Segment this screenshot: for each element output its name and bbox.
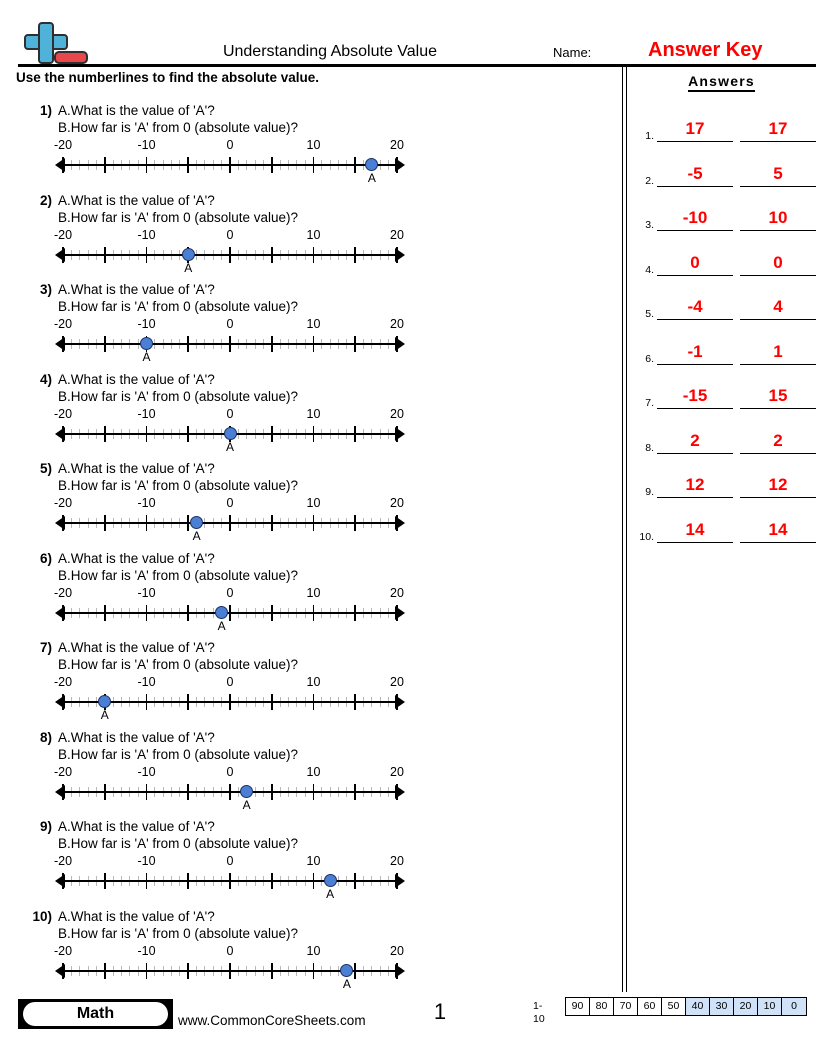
- problem-index: 2): [39, 192, 52, 208]
- numberline-point-label: A: [326, 887, 335, 901]
- numberline-tick-label: -10: [137, 496, 156, 510]
- problem-index: 6): [39, 550, 52, 566]
- problem-index: 7): [39, 640, 52, 655]
- numberline-tick-label: -20: [53, 854, 73, 868]
- answer-row: [630, 242, 816, 276]
- numberline: [55, 584, 405, 634]
- answer-blank-b[interactable]: [740, 290, 816, 320]
- numberline-left-arrow-icon: [55, 337, 65, 351]
- problem-question-a: A.What is the value of 'A'?: [58, 282, 215, 297]
- numberline-right-arrow-icon: [395, 606, 405, 620]
- numberline-axis: [63, 791, 397, 793]
- numberline-axis: [63, 522, 397, 524]
- problem-question-a: A.What is the value of 'A'?: [58, 908, 215, 924]
- numberline-point-marker[interactable]: [140, 337, 153, 350]
- problem-index: 8): [39, 729, 52, 745]
- problem-question-b: B.How far is 'A' from 0 (absolute value)?: [58, 657, 299, 672]
- problem-question-a: A.What is the value of 'A'?: [58, 550, 215, 566]
- numberline-tick-label: -10: [137, 943, 156, 958]
- numberline-point-marker[interactable]: [215, 606, 228, 619]
- numberline: [55, 942, 405, 992]
- numberline-tick-label: -20: [53, 317, 73, 331]
- numberline-point-label: A: [242, 797, 251, 812]
- site-url: www.CommonCoreSheets.com: [178, 1013, 366, 1028]
- score-scale-cell: 0: [782, 998, 806, 1015]
- answer-blank-a[interactable]: [657, 112, 733, 142]
- problem-index: 10): [32, 908, 52, 924]
- numberline-right-arrow-icon: [395, 785, 405, 799]
- numberline-axis: [63, 343, 397, 345]
- numberline: [55, 315, 405, 365]
- answer-value-b: 14: [768, 519, 788, 539]
- numberline-point-label: A: [142, 350, 151, 364]
- numberline-right-arrow-icon: [395, 427, 405, 441]
- numberline-tick-label: 10: [306, 675, 321, 689]
- plus-minus-logo-icon: [18, 22, 92, 66]
- answer-value-b: 5: [773, 163, 783, 183]
- problem-item: [0, 100, 610, 190]
- problem-item: [0, 279, 610, 369]
- answer-value-b: 17: [768, 119, 788, 138]
- problem-question-b: B.How far is 'A' from 0 (absolute value)?: [58, 478, 299, 493]
- answer-row-index: 2.: [645, 174, 654, 187]
- numberline: [55, 852, 405, 902]
- answer-row-index: 1.: [645, 130, 654, 142]
- numberline-tick-label: 0: [226, 138, 234, 152]
- numberline-point-label: A: [100, 708, 109, 722]
- answers-heading: [627, 72, 816, 90]
- numberline-right-arrow-icon: [395, 874, 405, 888]
- numberline-tick-label: 0: [226, 317, 234, 331]
- numberline-tick-label: -20: [53, 764, 73, 779]
- numberline-tick-label: -20: [53, 227, 73, 242]
- answers-heading-label: Answers: [688, 73, 755, 92]
- numberline-tick-label: 0: [226, 585, 234, 600]
- problem-index: 5): [39, 461, 52, 476]
- answer-blank-a[interactable]: [657, 424, 733, 454]
- numberline-tick-label: 10: [306, 406, 321, 421]
- score-scale-range-label: 1-10: [533, 1000, 545, 1025]
- problem-question-a: A.What is the value of 'A'?: [58, 371, 215, 387]
- score-scale-cell: 10: [758, 998, 782, 1015]
- problem-question-a: A.What is the value of 'A'?: [58, 103, 215, 118]
- numberline-tick-label: 10: [306, 317, 321, 331]
- answer-key-stamp: Answer Key: [648, 39, 763, 61]
- answer-value-a: 12: [685, 475, 705, 494]
- numberline-tick-label: -20: [53, 496, 73, 510]
- numberline-right-arrow-icon: [395, 248, 405, 262]
- divider-line-right: [626, 67, 627, 992]
- answer-blank-b[interactable]: [740, 424, 816, 454]
- numberline-tick-label: 20: [390, 854, 404, 868]
- numberline: [55, 673, 405, 723]
- numberline-tick-label: -10: [137, 317, 156, 331]
- answer-value-a: -1: [687, 341, 703, 361]
- numberline-point-label: A: [342, 976, 351, 991]
- numberline-point-label: A: [184, 260, 193, 275]
- answer-blank-b[interactable]: [740, 246, 816, 276]
- subject-badge: [18, 999, 173, 1029]
- answer-value-b: 4: [773, 297, 783, 316]
- problem-question-a: A.What is the value of 'A'?: [58, 192, 215, 208]
- numberline: [55, 226, 405, 276]
- subject-badge-label: Math: [76, 1005, 115, 1022]
- answer-row: [630, 464, 816, 498]
- numberline-tick-label: -20: [53, 585, 73, 600]
- numberline-point-label: A: [192, 529, 201, 543]
- answer-blank-a[interactable]: [657, 379, 733, 409]
- problem-question-b: B.How far is 'A' from 0 (absolute value)?: [58, 388, 299, 404]
- numberline-tick-label: 0: [226, 227, 234, 242]
- answer-blank-b[interactable]: [740, 201, 816, 231]
- score-scale-cell: 60: [638, 998, 662, 1015]
- answer-row: [630, 108, 816, 142]
- numberline-point-marker[interactable]: [340, 964, 353, 977]
- numberline-tick-label: 20: [390, 943, 404, 958]
- numberline-tick-label: -20: [53, 406, 73, 421]
- numberline-tick-label: 20: [390, 406, 404, 421]
- answer-value-a: 14: [685, 519, 705, 539]
- answer-value-b: 10: [768, 208, 788, 227]
- numberline-tick-label: 0: [226, 854, 234, 868]
- answer-value-a: -10: [682, 208, 708, 227]
- numberline-tick-label: 20: [390, 227, 404, 242]
- problem-question-b: B.How far is 'A' from 0 (absolute value)?: [58, 209, 299, 225]
- numberline-axis: [63, 880, 397, 882]
- numberline-tick-label: -10: [137, 227, 156, 242]
- numberline-tick-label: 10: [306, 854, 321, 868]
- numberline-tick-label: -10: [137, 854, 156, 868]
- problem-question-b: B.How far is 'A' from 0 (absolute value)?: [58, 925, 299, 941]
- numberline-point-label: A: [225, 439, 234, 454]
- numberline-point-marker[interactable]: [365, 158, 378, 171]
- numberline-tick-label: 0: [226, 406, 234, 421]
- answer-value-a: 17: [685, 119, 705, 138]
- answer-blank-b[interactable]: [740, 112, 816, 142]
- problem-item: [0, 906, 610, 996]
- answer-blank-a[interactable]: [657, 246, 733, 276]
- numberline-point-marker[interactable]: [98, 695, 111, 708]
- answer-blank-a[interactable]: [657, 157, 733, 187]
- answer-row: [630, 286, 816, 320]
- problem-question-b: B.How far is 'A' from 0 (absolute value)?: [58, 299, 299, 314]
- numberline-tick-label: 20: [390, 764, 404, 779]
- numberline-tick-label: -10: [137, 585, 156, 600]
- numberline-tick-label: 0: [226, 675, 234, 689]
- logo-plus-vertical: [38, 22, 54, 64]
- numberline-tick-label: -10: [137, 406, 156, 421]
- numberline-left-arrow-icon: [55, 785, 65, 799]
- numberline-point-marker[interactable]: [240, 785, 253, 798]
- answer-row-index: 6.: [645, 352, 654, 365]
- numberline-right-arrow-icon: [395, 964, 405, 978]
- answer-row-index: 9.: [645, 486, 654, 498]
- answer-value-a: -4: [687, 297, 703, 316]
- numberline-point-label: A: [367, 171, 376, 185]
- problem-item: [0, 190, 610, 280]
- answer-value-a: 0: [690, 252, 700, 272]
- divider-line-left: [622, 67, 623, 992]
- answer-blank-b[interactable]: [740, 513, 816, 543]
- answer-blank-a[interactable]: [657, 468, 733, 498]
- problem-item: [0, 816, 610, 906]
- numberline-left-arrow-icon: [55, 427, 65, 441]
- numberline-tick-label: 20: [390, 675, 404, 689]
- numberline: [55, 136, 405, 186]
- numberline: [55, 405, 405, 455]
- answer-row-index: 3.: [645, 219, 654, 231]
- numberline-axis: [63, 612, 397, 614]
- score-scale-cell: 80: [590, 998, 614, 1015]
- numberline-tick-label: 10: [306, 585, 321, 600]
- numberline-left-arrow-icon: [55, 964, 65, 978]
- instruction-text: Use the numberlines to find the absolute value.: [16, 70, 320, 85]
- problem-question-a: A.What is the value of 'A'?: [58, 461, 215, 476]
- answer-row-index: 8.: [645, 441, 654, 454]
- numberline-tick-label: -10: [137, 138, 156, 152]
- score-scale-cell: 90: [566, 998, 590, 1015]
- answer-blank-a[interactable]: [657, 513, 733, 543]
- answer-blank-a[interactable]: [657, 290, 733, 320]
- numberline-left-arrow-icon: [55, 874, 65, 888]
- answer-blank-a[interactable]: [657, 335, 733, 365]
- name-label: Name:: [553, 45, 592, 60]
- numberline-axis: [63, 701, 397, 703]
- score-scale-cells: [565, 997, 807, 1016]
- problem-question-b: B.How far is 'A' from 0 (absolute value)?: [58, 836, 299, 851]
- answer-blank-b[interactable]: [740, 468, 816, 498]
- problem-item: [0, 637, 610, 727]
- score-scale-cell: 30: [710, 998, 734, 1015]
- problem-question-b: B.How far is 'A' from 0 (absolute value)?: [58, 746, 299, 762]
- numberline-point-marker[interactable]: [190, 516, 203, 529]
- score-scale-cell: 20: [734, 998, 758, 1015]
- score-scale-cell: 40: [686, 998, 710, 1015]
- numberline: [55, 494, 405, 544]
- numberline-axis: [63, 164, 397, 166]
- numberline-tick-label: -20: [53, 675, 73, 689]
- numberline-axis: [63, 254, 397, 256]
- numberline-right-arrow-icon: [395, 516, 405, 530]
- answer-row: [630, 197, 816, 231]
- numberline: [55, 763, 405, 813]
- numberline-tick-label: 0: [226, 943, 234, 958]
- page-number: 1: [433, 999, 447, 1024]
- problem-item: [0, 727, 610, 817]
- numberline-point-label: A: [217, 618, 226, 633]
- numberline-tick-label: -10: [137, 764, 156, 779]
- numberline-left-arrow-icon: [55, 606, 65, 620]
- answer-value-a: -15: [682, 386, 708, 405]
- page-title: Understanding Absolute Value: [222, 43, 438, 60]
- numberline-tick-label: 20: [390, 138, 404, 152]
- problem-index: 4): [39, 371, 52, 387]
- answer-row-index: 10.: [639, 530, 654, 543]
- answer-row-index: 5.: [645, 308, 654, 320]
- problem-item: [0, 548, 610, 638]
- answer-blank-b[interactable]: [740, 157, 816, 187]
- numberline-tick-label: -20: [53, 138, 73, 152]
- numberline-tick-label: 20: [390, 317, 404, 331]
- answer-value-b: 0: [773, 252, 783, 272]
- numberline-tick-label: -20: [53, 943, 73, 958]
- problem-question-a: A.What is the value of 'A'?: [58, 819, 215, 834]
- answer-value-b: 12: [768, 475, 788, 494]
- problem-index: 3): [39, 282, 52, 297]
- numberline-point-marker[interactable]: [224, 427, 237, 440]
- answer-row: [630, 375, 816, 409]
- problem-item: [0, 369, 610, 459]
- numberline-right-arrow-icon: [395, 158, 405, 172]
- problem-question-b: B.How far is 'A' from 0 (absolute value)?: [58, 567, 299, 583]
- answer-row-index: 7.: [645, 397, 654, 409]
- numberline-tick-label: 20: [390, 496, 404, 510]
- panel-divider: [622, 67, 627, 992]
- numberline-left-arrow-icon: [55, 248, 65, 262]
- answer-blank-b[interactable]: [740, 335, 816, 365]
- problem-question-b: B.How far is 'A' from 0 (absolute value)?: [58, 120, 299, 135]
- numberline-tick-label: -10: [137, 675, 156, 689]
- header-divider-rule: [18, 64, 816, 67]
- answer-value-a: 2: [690, 430, 700, 450]
- problem-index: 9): [39, 819, 52, 834]
- problem-question-a: A.What is the value of 'A'?: [58, 640, 215, 655]
- numberline-point-marker[interactable]: [324, 874, 337, 887]
- numberline-right-arrow-icon: [395, 695, 405, 709]
- answer-row: [630, 331, 816, 365]
- numberline-right-arrow-icon: [395, 337, 405, 351]
- worksheet-header: [0, 0, 816, 68]
- numberline-tick-label: 10: [306, 496, 321, 510]
- numberline-left-arrow-icon: [55, 158, 65, 172]
- numberline-tick-label: 10: [306, 764, 321, 779]
- numberline-left-arrow-icon: [55, 695, 65, 709]
- score-scale-cell: 50: [662, 998, 686, 1015]
- logo-minus-bar: [54, 51, 88, 64]
- answer-blank-b[interactable]: [740, 379, 816, 409]
- numberline-tick-label: 10: [306, 138, 321, 152]
- problem-index: 1): [39, 103, 52, 118]
- numberline-tick-label: 10: [306, 227, 321, 242]
- answer-row-index: 4.: [645, 263, 654, 276]
- answer-row: [630, 420, 816, 454]
- answer-row: [630, 153, 816, 187]
- answer-value-b: 1: [773, 341, 783, 361]
- numberline-point-marker[interactable]: [182, 248, 195, 261]
- answer-blank-a[interactable]: [657, 201, 733, 231]
- problem-item: [0, 458, 610, 548]
- score-scale-cell: 70: [614, 998, 638, 1015]
- answer-value-b: 15: [768, 386, 788, 405]
- numberline-tick-label: 0: [226, 764, 234, 779]
- answer-value-a: -5: [687, 163, 703, 183]
- problem-question-a: A.What is the value of 'A'?: [58, 729, 215, 745]
- answer-value-b: 2: [773, 430, 783, 450]
- numberline-left-arrow-icon: [55, 516, 65, 530]
- numberline-tick-label: 10: [306, 943, 321, 958]
- numberline-tick-label: 20: [390, 585, 404, 600]
- numberline-tick-label: 0: [226, 496, 234, 510]
- answer-row: [630, 509, 816, 543]
